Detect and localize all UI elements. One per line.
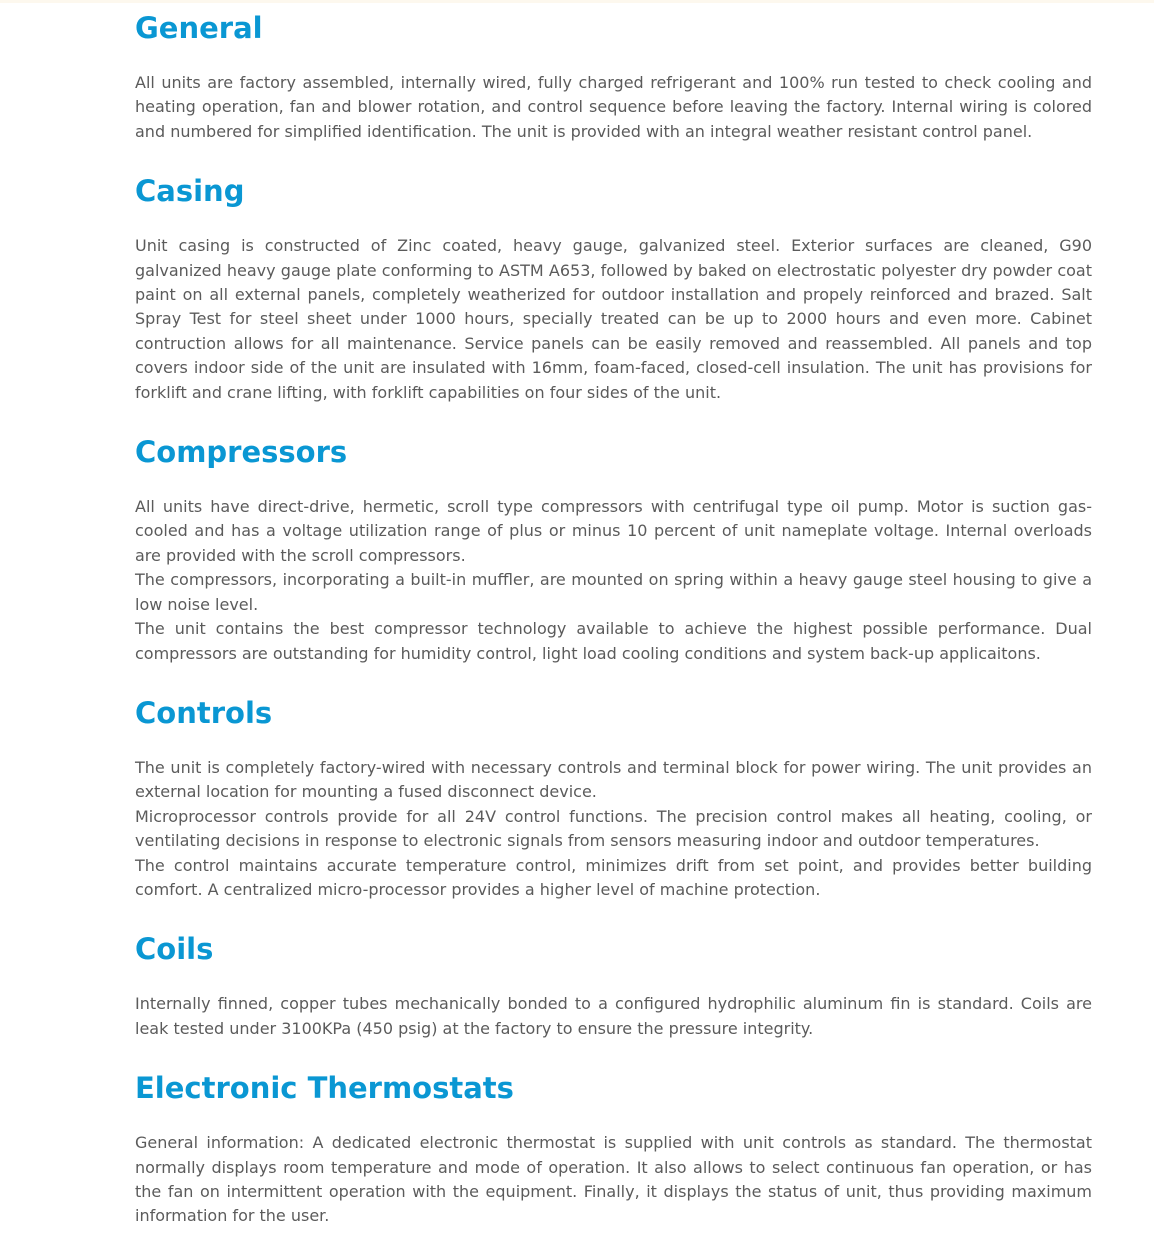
section-title: Casing — [135, 174, 245, 209]
paragraph: The unit contains the best compressor technology available to achieve the highest possible performance. Dual compressors are outstanding for humidity control, light load cooling conditions and system back-up applicaitons. — [135, 619, 1092, 663]
section-body — [135, 495, 1092, 666]
section-title: Electronic Thermostats — [135, 1071, 514, 1106]
paragraph: All units are factory assembled, internally wired, fully charged refrigerant and 100% run tested to check cooling and heating operation, fan and blower rotation, and control sequence before leaving the factory. Internal wiring is colored and numbered for simplified identification. The unit is provided with an integral weather resistant control panel. — [135, 73, 1092, 141]
section-coils — [135, 930, 1092, 1041]
section-body — [135, 756, 1092, 902]
section-compressors — [135, 433, 1092, 666]
section-controls — [135, 694, 1092, 902]
section-casing — [135, 172, 1092, 405]
section-body — [135, 992, 1092, 1041]
paragraph: The control maintains accurate temperature control, minimizes drift from set point, and provides better building comfort. A centralized micro-processor provides a higher level of machine protection. — [135, 855, 1092, 899]
spec-document — [135, 9, 1092, 1229]
section-title: Coils — [135, 932, 214, 967]
section-body — [135, 1131, 1092, 1229]
section-body — [135, 234, 1092, 405]
top-decorative-strip — [0, 0, 1154, 3]
section-general — [135, 9, 1092, 144]
paragraph: General information: A dedicated electronic thermostat is supplied with unit controls as standard. The thermostat normally displays room temperature and mode of operation. It also allows to select continuous fan operation, or has the fan on intermittent operation with the equipment. Finally, it displays the status of unit, thus providing maximum information for the user. — [135, 1133, 1092, 1226]
section-electronic-thermostats — [135, 1069, 1092, 1229]
paragraph: The compressors, incorporating a built-in muffler, are mounted on spring within a heavy gauge steel housing to give a low noise level. — [135, 570, 1092, 614]
paragraph: Unit casing is constructed of Zinc coated, heavy gauge, galvanized steel. Exterior surfaces are cleaned, G90 galvanized heavy gauge plate conforming to ASTM A653, followed by baked on electrostatic polyester dry powder coat paint on all external panels, completely weatherized for outdoor installation and propely reinforced and brazed. Salt Spray Test for steel sheet under 1000 hours, specially treated can be up to 2000 hours and even more. Cabinet contruction allows for all maintenance. Service panels can be easily removed and reassembled. All panels and top covers indoor side of the unit are insulated with 16mm, foam-faced, closed-cell insulation. The unit has provisions for forklift and crane lifting, with forklift capabilities on four sides of the unit. — [135, 236, 1092, 402]
paragraph: The unit is completely factory-wired with necessary controls and terminal block for power wiring. The unit provides an external location for mounting a fused disconnect device. — [135, 757, 1092, 802]
section-title: General — [135, 11, 263, 45]
paragraph: All units have direct-drive, hermetic, scroll type compressors with centrifugal type oil pump. Motor is suction gas-cooled and has a voltage utilization range of plus or minus 10 percent of unit nameplate voltage. Internal overloads are provided with the scroll compressors. — [135, 497, 1092, 565]
paragraph: Microprocessor controls provide for all 24V control functions. The precision control makes all heating, cooling, or ventilating decisions in response to electronic signals from sensors measuring indoor and outdoor temperatures. — [135, 806, 1092, 851]
paragraph: Internally finned, copper tubes mechanically bonded to a configured hydrophilic aluminum fin is standard. Coils are leak tested under 3100KPa (450 psig) at the factory to ensure the pressure integrity. — [135, 994, 1092, 1038]
section-title: Controls — [135, 695, 273, 730]
section-body — [135, 71, 1092, 144]
section-title: Compressors — [135, 435, 348, 470]
